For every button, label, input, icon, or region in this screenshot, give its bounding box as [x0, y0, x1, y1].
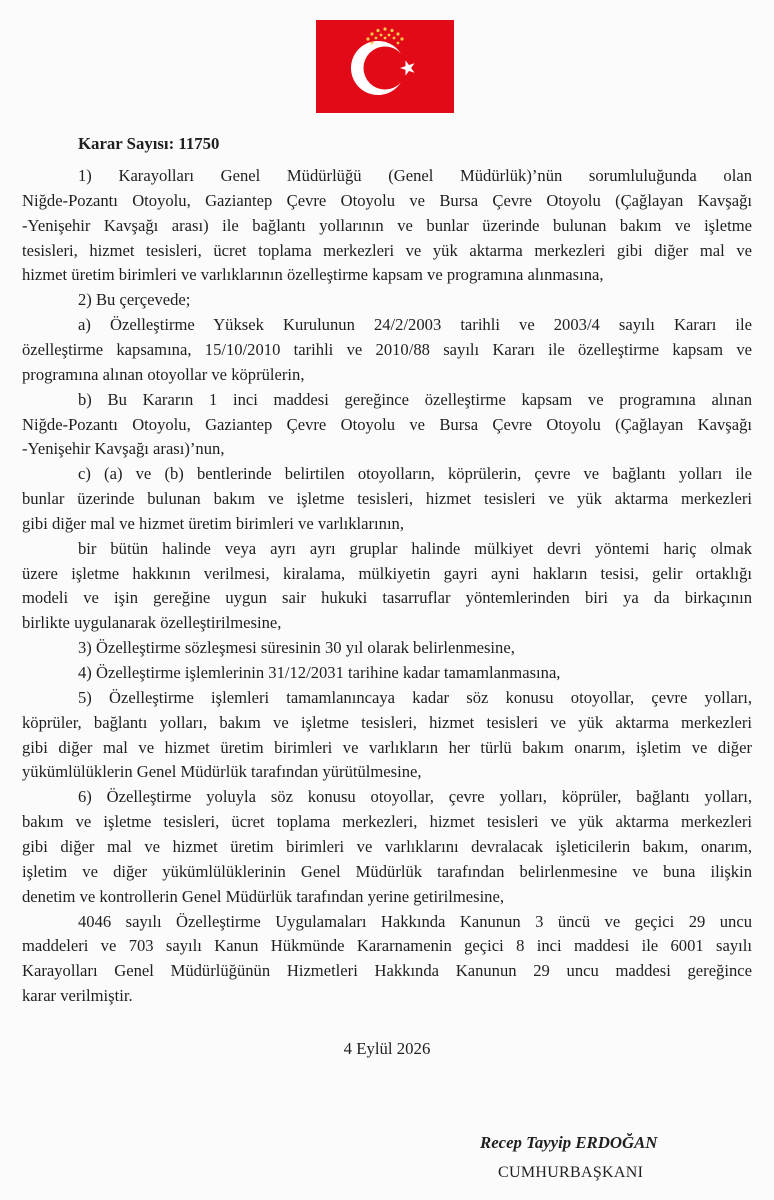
- body-text-line: modeli ve işin gereğine uygun sair hukuki tasarruflar yöntemlerinden biri ya da birkaçının: [22, 588, 752, 608]
- body-text-line: işletim ve diğer yükümlülüklerinin Genel Müdürlük tarafından belirlenmesine ve buna ilişkin: [22, 861, 752, 881]
- body-text-line: bunlar üzerinde bulunan bakım ve işletme tesisleri, hizmet tesisleri ve yük aktarma merkezleri: [22, 489, 752, 509]
- body-text-line: 6) Özelleştirme yoluyla söz konusu otoyollar, çevre yolları, köprüler, bağlantı yolları,: [78, 787, 752, 807]
- body-text-line: -Yenişehir Kavşağı arası) ile bağlantı yollarının ve bunlar üzerinde bulunan bakım ve işletme: [22, 215, 752, 235]
- body-text-line: 4) Özelleştirme işlemlerinin 31/12/2031 tarihine kadar tamamlanmasına,: [78, 663, 561, 682]
- decision-number-title: Karar Sayısı: 11750: [78, 134, 220, 153]
- signatory-name: Recep Tayyip ERDOĞAN: [480, 1133, 658, 1152]
- body-text-line: Niğde-Pozantı Otoyolu, Gaziantep Çevre Otoyolu ve Bursa Çevre Otoyolu (Çağlayan Kavşağı: [22, 190, 752, 210]
- body-text-line: özelleştirme kapsamına, 15/10/2010 tarihli ve 2010/88 sayılı Kararı ile özelleştirme kapsam ve: [22, 339, 752, 359]
- body-text-line: hizmet üretim birimleri ve varlıklarının özelleştirme kapsam ve programına alınmasına,: [22, 265, 604, 285]
- body-text-line: 2) Bu çerçevede;: [78, 290, 191, 310]
- body-text-line: b) Bu Kararın 1 inci maddesi gereğince özelleştirme kapsam ve programına alınan: [78, 389, 752, 409]
- body-text-line: 1) Karayolları Genel Müdürlüğü (Genel Müdürlük)’nün sorumluluğunda olan: [78, 166, 752, 185]
- body-text-line: bakım ve işletme tesisleri, ücret toplama merkezleri, hizmet tesisleri ve yük aktarma merkezleri: [22, 812, 752, 832]
- body-text-line: c) (a) ve (b) bentlerinde belirtilen otoyolların, köprülerin, çevre ve bağlantı yolları ile: [78, 464, 752, 484]
- body-text-line: Karayolları Genel Müdürlüğünün Hizmetleri Hakkında Kanunun 29 uncu maddesi gereğince: [22, 961, 752, 981]
- body-text-line: gibi diğer mal ve hizmet üretim birimleri ve varlıklarının,: [22, 513, 405, 533]
- body-text-line: köprüler, bağlantı yolları, bakım ve işletme tesisleri, hizmet tesisleri ve yük aktarma merkezleri: [22, 712, 752, 732]
- body-text-line: -Yenişehir Kavşağı arası)’nun,: [22, 439, 225, 459]
- document-date: 4 Eylül 2026: [343, 1039, 431, 1058]
- body-text-line: gibi diğer mal ve hizmet üretim birimleri ve varlıklarını devralacak işleticilerin bakım, onarım,: [22, 836, 752, 856]
- body-text-line: 4046 sayılı Özelleştirme Uygulamaları Hakkında Kanunun 3 üncü ve geçici 29 uncu: [78, 911, 752, 931]
- body-text-line: birlikte uygulanarak özelleştirilmesine,: [22, 613, 282, 633]
- body-text-line: Niğde-Pozantı Otoyolu, Gaziantep Çevre Otoyolu ve Bursa Çevre Otoyolu (Çağlayan Kavşağı: [22, 414, 752, 434]
- body-text-line: denetim ve kontrollerin Genel Müdürlük tarafından yerine getirilmesine,: [22, 886, 504, 906]
- body-text-line: maddeleri ve 703 sayılı Kanun Hükmünde Kararnamenin geçici 8 inci maddesi ile 6001 sayılı: [22, 936, 752, 956]
- body-text-line: gibi diğer mal ve hizmet üretim birimleri ve varlıkların her türlü bakım onarım, işletim ve diğer: [22, 737, 752, 757]
- body-text-line: yükümlülüklerin Genel Müdürlük tarafından yürütülmesine,: [22, 762, 422, 782]
- body-text-line: a) Özelleştirme Yüksek Kurulunun 24/2/2003 tarihli ve 2003/4 sayılı Kararı ile: [78, 315, 752, 335]
- turkish-flag-emblem: [316, 20, 454, 113]
- body-text-line: tesisleri, hizmet tesisleri, ücret toplama merkezleri ve yük aktarma merkezleri gibi diğer mal ve: [22, 240, 752, 260]
- crescent-star-icon: [316, 20, 454, 113]
- body-text-line: programına alınan otoyollar ve köprülerin,: [22, 364, 305, 384]
- body-text-line: bir bütün halinde veya ayrı ayrı gruplar halinde mülkiyet devri yöntemi hariç olmak: [78, 538, 752, 558]
- signatory-title: CUMHURBAŞKANI: [498, 1164, 644, 1181]
- body-text-line: üzere işletme hakkının verilmesi, kiralama, mülkiyetin gayri ayni hakların tesisi, gelir ortaklığı: [22, 563, 752, 583]
- body-text-line: 3) Özelleştirme sözleşmesi süresinin 30 yıl olarak belirlenmesine,: [78, 638, 515, 658]
- body-text-line: karar verilmiştir.: [22, 986, 133, 1006]
- body-text-line: 5) Özelleştirme işlemleri tamamlanıncaya kadar söz konusu otoyollar, çevre yolları,: [78, 687, 752, 707]
